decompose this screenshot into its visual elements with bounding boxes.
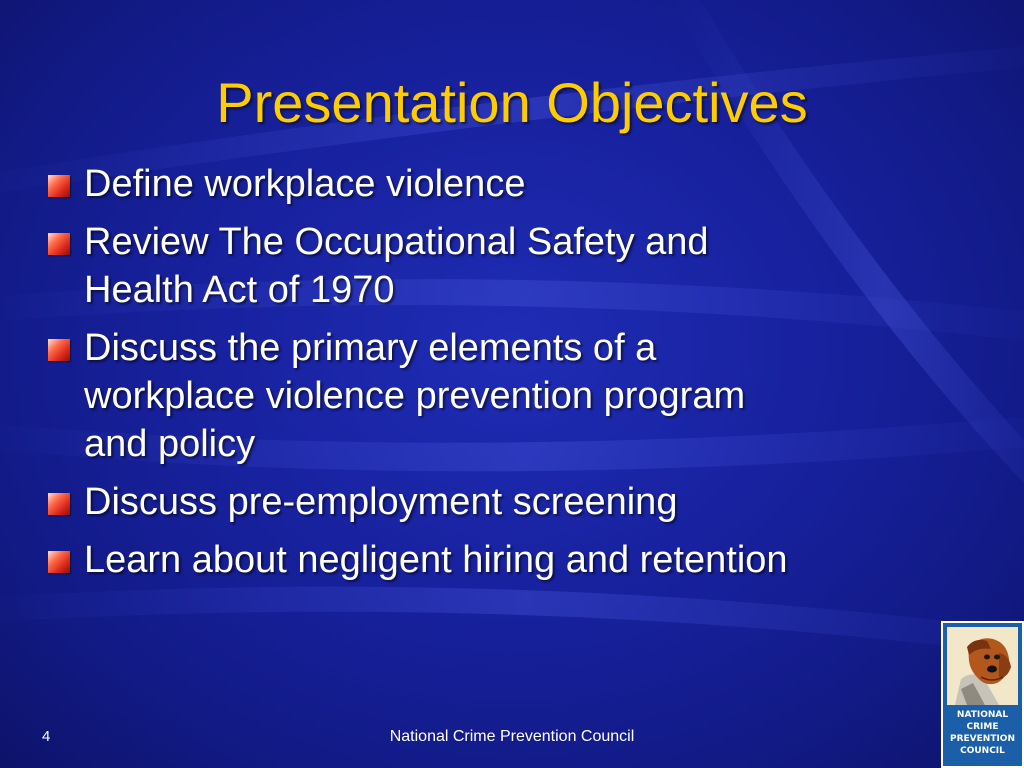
bullet-text: Discuss pre-employment screening bbox=[84, 481, 678, 523]
square-bullet-icon bbox=[48, 493, 70, 515]
ncpc-logo bbox=[941, 621, 1024, 768]
logo-text-line: PREVENTION bbox=[950, 734, 1015, 744]
bullet-text: and policy bbox=[84, 423, 256, 465]
bullet-text: Define workplace violence bbox=[84, 163, 526, 205]
bullet-item bbox=[48, 324, 948, 468]
bullet-item bbox=[48, 478, 948, 526]
bullet-text: workplace violence prevention program bbox=[84, 375, 746, 417]
logo-text bbox=[943, 709, 1022, 757]
square-bullet-icon bbox=[48, 233, 70, 255]
logo-text-line: COUNCIL bbox=[960, 746, 1005, 756]
bullet-item bbox=[48, 536, 948, 584]
logo-text-line: CRIME bbox=[966, 722, 999, 732]
square-bullet-icon bbox=[48, 339, 70, 361]
square-bullet-icon bbox=[48, 175, 70, 197]
mcgruff-dog-icon bbox=[947, 627, 1018, 705]
bullet-text: Review The Occupational Safety and bbox=[84, 221, 709, 263]
bullet-item bbox=[48, 160, 948, 208]
slide-number: 4 bbox=[42, 728, 51, 745]
bullet-text: Learn about negligent hiring and retention bbox=[84, 539, 788, 581]
square-bullet-icon bbox=[48, 551, 70, 573]
logo-text-line: NATIONAL bbox=[956, 710, 1009, 720]
bullet-item bbox=[48, 218, 948, 314]
footer-text: National Crime Prevention Council bbox=[389, 728, 635, 745]
bullet-list bbox=[48, 160, 948, 594]
bullet-text: Discuss the primary elements of a bbox=[84, 327, 657, 369]
bullet-text: Health Act of 1970 bbox=[84, 269, 395, 311]
slide-title: Presentation Objectives bbox=[216, 71, 808, 134]
